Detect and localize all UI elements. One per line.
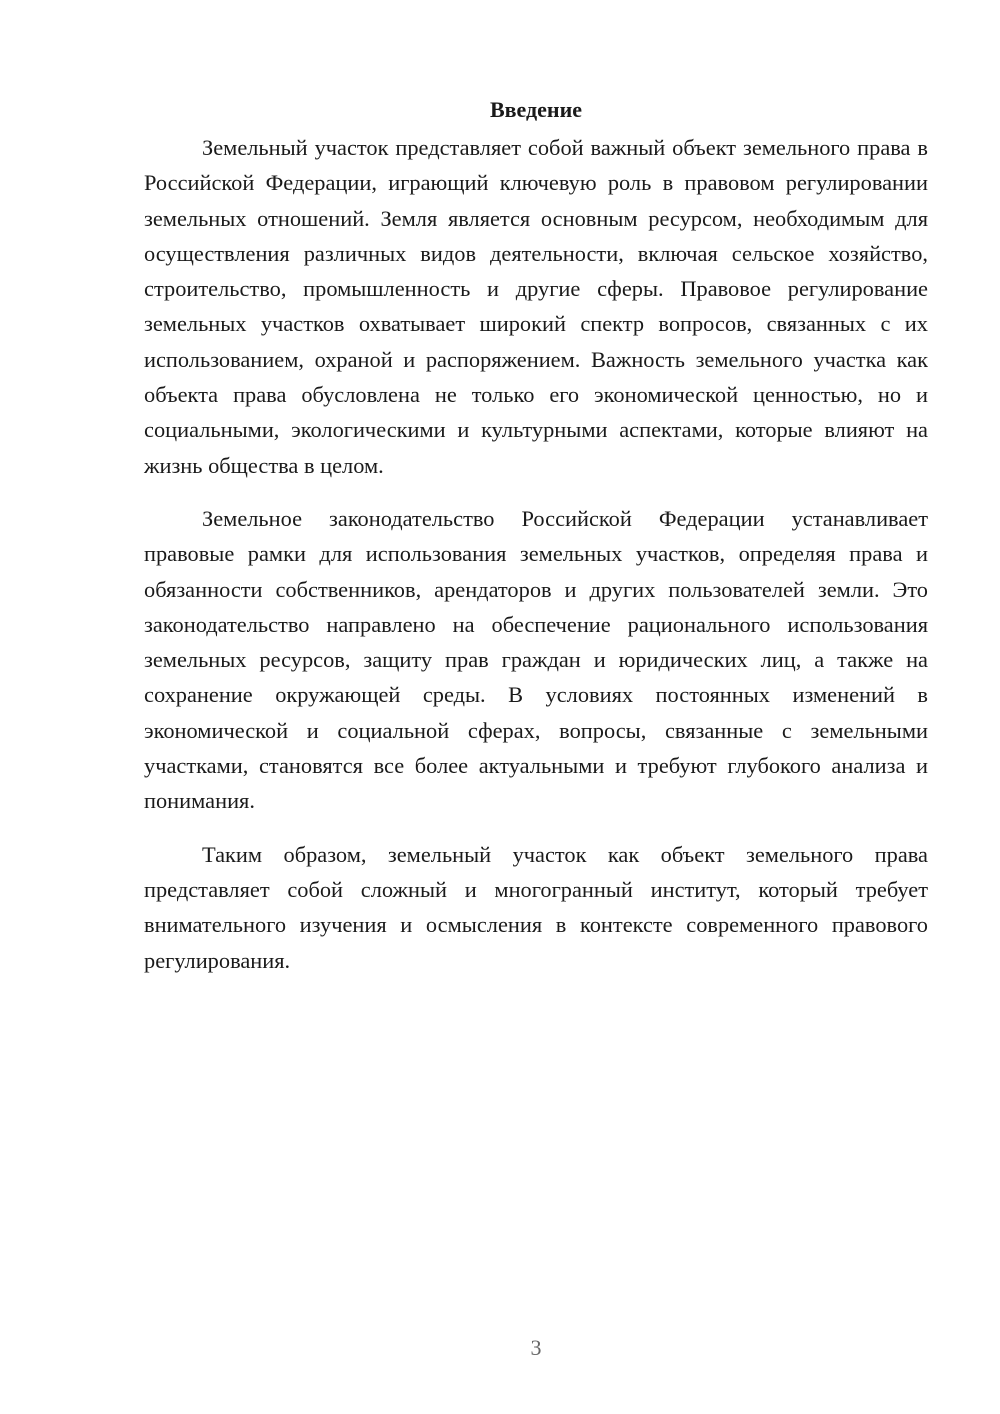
paragraph-3: Таким образом, земельный участок как объект земельного права представляет собой сложный и многогранный институт, который требует внимательного изучения и осмысления в контексте современного правового регулирования. (144, 841, 928, 973)
page-number: 3 (530, 1335, 542, 1360)
paragraph-2: Земельное законодательство Российской Федерации устанавливает правовые рамки для использования земельных участков, определяя права и обязанности собственников, арендаторов и других пользователей земли. Это законодательство направлено на обеспечение рационального использования земельных ресурсов, защиту прав граждан и юридических лиц, а также на сохранение окружающей среды. В условиях постоянных изменений в экономической и социальной сферах, вопросы, связанные с земельными участками, становятся все более актуальными и требуют глубокого анализа и понимания. (144, 505, 928, 814)
paragraph-1: Земельный участок представляет собой важный объект земельного права в Российской Федерации, играющий ключевую роль в правовом регулировании земельных отношений. Земля является основным ресурсом, необходимым для осуществления различных видов деятельности, включая сельское хозяйство, строительство, промышленность и другие сферы. Правовое регулирование земельных участков охватывает широкий спектр вопросов, связанных с их использованием, охраной и распоряжением. Важность земельного участка как объекта права обусловлена не только его экономической ценностью, но и социальными, экологическими и культурными аспектами, которые влияют на жизнь общества в целом. (144, 135, 928, 478)
page-content (144, 92, 928, 978)
section-heading: Введение (489, 97, 583, 122)
